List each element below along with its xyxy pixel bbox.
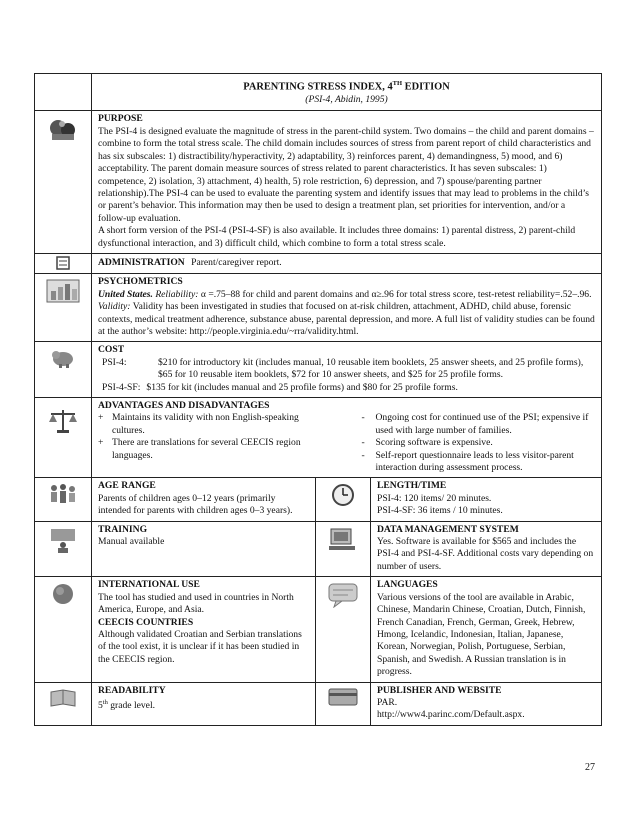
disadvantages-list	[350, 412, 596, 474]
computer-icon	[316, 522, 370, 577]
international-languages-row	[35, 576, 601, 681]
age-length-row	[35, 477, 601, 520]
citation: (PSI-4, Abidin, 1995)	[305, 94, 388, 106]
length-heading: LENGTH/TIME	[377, 480, 447, 492]
training-data-row	[35, 521, 601, 577]
speech-bubble-icon	[316, 577, 370, 681]
people-icon	[35, 478, 91, 520]
list-item: - Ongoing cost for continued use of the PSI; expensive if used with large number of families.	[361, 412, 589, 436]
document-title: PARENTING STRESS INDEX, 4TH EDITION	[243, 80, 450, 93]
purpose-icon	[35, 111, 91, 252]
piggy-bank-icon	[35, 342, 91, 397]
length-line-psi4: PSI-4: 120 items/ 20 minutes.	[377, 492, 492, 504]
clock-icon	[316, 478, 370, 520]
list-item: + There are translations for several CEECIS region languages.	[98, 437, 301, 461]
tool-summary-table	[34, 73, 602, 726]
psychometrics-heading: PSYCHOMETRICS	[98, 276, 183, 288]
credit-card-icon	[316, 683, 370, 725]
classroom-icon	[35, 522, 91, 577]
short-form-text: A short form version of the PSI-4 (PSI-4-SF) is also available. It includes three domains: 1) parental distress, 2) parent-child dysfunctional interaction, and 3) difficult child, which combine to form a total stress scale.	[98, 225, 576, 249]
age-range-text: Parents of children ages 0–12 years (primarily intended for parents with children ages 0–3 years).	[98, 492, 293, 517]
reliability-text: United States. Reliability: α =.75–88 for child and parent domains and α≥.96 for total stress score, test-retest reliability=.52–.96.	[98, 288, 592, 300]
cost-line-psi4: PSI-4: $210 for introductory kit (includes manual, 10 reusable item booklets, 25 answer sheets, and 25 profile forms), $65 for 10 reusable item booklets, $72 for 10 answer sheets, and $25 for 25 profile forms.	[102, 356, 584, 381]
age-range-heading: AGE RANGE	[98, 480, 156, 492]
languages-heading: LANGUAGES	[377, 579, 438, 591]
administration-heading: ADMINISTRATION	[98, 256, 185, 268]
cost-row	[35, 341, 601, 397]
administration-text: Parent/caregiver report.	[191, 256, 282, 268]
data-mgmt-text: Yes. Software is available for $565 and includes the PSI-4 and PSI-4-SF. Additional costs vary depending on number of users.	[377, 536, 594, 572]
ceecis-text: Although validated Croatian and Serbian translations of the tool exist, it is unclear if it has been studied in the CEECIS region.	[98, 628, 302, 665]
languages-text: Various versions of the tool are available in Arabic, Chinese, Mandarin Chinese, Croatian, Dutch, Finnish, French Canadian, French, German, Greek, Hebrew, Hmong, Icelandic, Indonesian, Italian, Japanese, Korean, Norwegian, Polish, Portuguese, Serbian, Spanish, and Swedish. A Russian translation is in progress.	[377, 591, 586, 678]
book-icon	[35, 683, 91, 725]
advantages-heading: ADVANTAGES AND DISADVANTAGES	[98, 400, 270, 411]
chart-icon	[35, 274, 91, 341]
advantages-list	[98, 412, 350, 474]
validity-text: Validity: Validity has been investigated in studies that focused on at-risk children, attachment, ADHD, child abuse, forensic contexts, medical treatment adherence, substance abuse, parental depression, and more. A full list of validity studies can be found at the author’s website: http://people.virginia.edu/~rra/validity.html.	[98, 301, 595, 337]
ceecis-heading: CEECIS COUNTRIES	[98, 616, 194, 628]
globe-icon	[35, 577, 91, 681]
purpose-heading: PURPOSE	[98, 113, 143, 125]
international-heading: INTERNATIONAL USE	[98, 579, 200, 591]
psychometrics-row	[35, 273, 601, 341]
page-number: 27	[585, 762, 595, 773]
cost-line-psi4sf: PSI-4-SF: $135 for kit (includes manual and 25 profile forms) and $80 for 25 profile forms.	[102, 381, 458, 393]
international-text: The tool has studied and used in countries in North America, Europe, and Asia.	[98, 591, 294, 616]
administration-row	[35, 253, 601, 273]
readability-publisher-row	[35, 682, 601, 725]
cost-heading: COST	[98, 344, 125, 356]
advantages-row	[35, 397, 601, 477]
purpose-text: The PSI-4 is designed evaluate the magnitude of stress in the parent-child system. Two domains – the child and parent domains – combine to form the total stress scale. The child domain includes sources of stress from parent report of child characteristics and has six subscales: 1) distractibility/hyperactivity, 2) adaptability, 3) reinforces parent, 4) demandingness, 5) mood, and 6) acceptability. The parent domain measure sources of stress related to parent characteristics. It has seven subscales: 1) competence, 2) isolation, 3) attachment, 4) health, 5) role restriction, 6) depression, and 7) spouse/parenting partner relationship).The PSI-4 can be used to evaluate the parenting system and identify issues that may lead to problems in the child’s or parent’s behavior. This information may then be used to design a treatment plan, set priorities for intervention, and/or a follow-up evaluation.	[98, 125, 594, 224]
list-item: - Scoring software is expensive.	[361, 437, 493, 449]
publisher-name: PAR.	[377, 696, 398, 708]
training-text: Manual available	[98, 536, 165, 548]
readability-heading: READABILITY	[98, 684, 166, 696]
publisher-url[interactable]: http://www4.parinc.com/Default.aspx.	[377, 709, 525, 721]
title-row	[35, 74, 601, 110]
length-line-psi4sf: PSI-4-SF: 36 items / 10 minutes.	[377, 505, 503, 517]
readability-text: 5th grade level.	[98, 698, 156, 712]
list-item: + Maintains its validity with non English-speaking cultures.	[98, 412, 299, 436]
list-item: - Self-report questionnaire leads to less visitor-parent interaction during assessment process.	[361, 449, 574, 474]
clipboard-icon	[35, 254, 91, 273]
data-mgmt-heading: DATA MANAGEMENT SYSTEM	[377, 523, 519, 535]
purpose-row	[35, 110, 601, 252]
publisher-heading: PUBLISHER AND WEBSITE	[377, 684, 502, 696]
scales-icon	[35, 398, 91, 477]
training-heading: TRAINING	[98, 523, 148, 535]
